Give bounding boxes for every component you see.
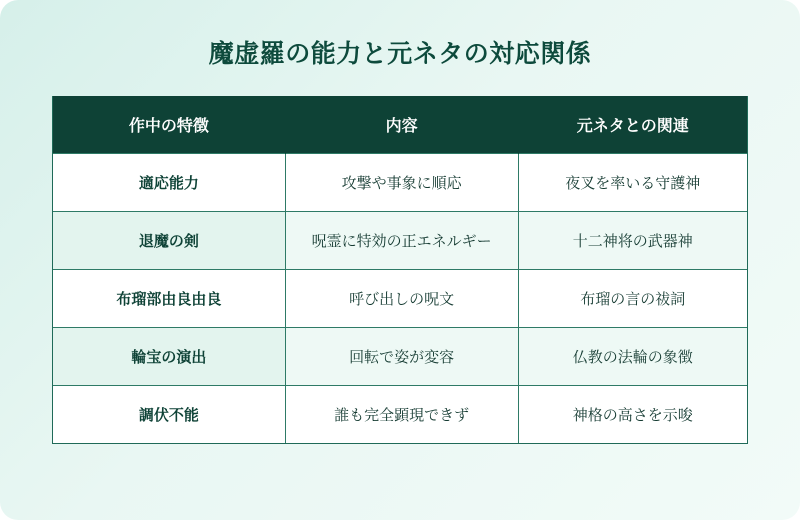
comparison-table-container	[52, 96, 748, 444]
cell-origin: 夜叉を率いる守護神	[518, 154, 747, 212]
table-row	[53, 154, 747, 212]
cell-feature: 調伏不能	[53, 386, 285, 444]
column-header-content: 内容	[285, 96, 518, 154]
cell-feature: 輪宝の演出	[53, 328, 285, 386]
cell-origin: 十二神将の武器神	[518, 212, 747, 270]
table-header-row	[53, 96, 747, 154]
cell-origin: 神格の高さを示唆	[518, 386, 747, 444]
table-header	[53, 96, 747, 154]
column-header-origin: 元ネタとの関連	[518, 96, 747, 154]
cell-content: 回転で姿が変容	[285, 328, 518, 386]
cell-content: 誰も完全顕現できず	[285, 386, 518, 444]
cell-feature: 布瑠部由良由良	[53, 270, 285, 328]
cell-feature: 適応能力	[53, 154, 285, 212]
cell-origin: 仏教の法輪の象徴	[518, 328, 747, 386]
comparison-table	[53, 96, 747, 443]
cell-content: 攻撃や事象に順応	[285, 154, 518, 212]
column-header-feature: 作中の特徴	[53, 96, 285, 154]
cell-feature: 退魔の剣	[53, 212, 285, 270]
table-row	[53, 386, 747, 444]
table-row	[53, 270, 747, 328]
table-row	[53, 328, 747, 386]
cell-origin: 布瑠の言の祓詞	[518, 270, 747, 328]
cell-content: 呪霊に特効の正エネルギー	[285, 212, 518, 270]
table-row	[53, 212, 747, 270]
page-title: 魔虚羅の能力と元ネタの対応関係	[208, 40, 592, 68]
cell-content: 呼び出しの呪文	[285, 270, 518, 328]
table-body	[53, 154, 747, 444]
